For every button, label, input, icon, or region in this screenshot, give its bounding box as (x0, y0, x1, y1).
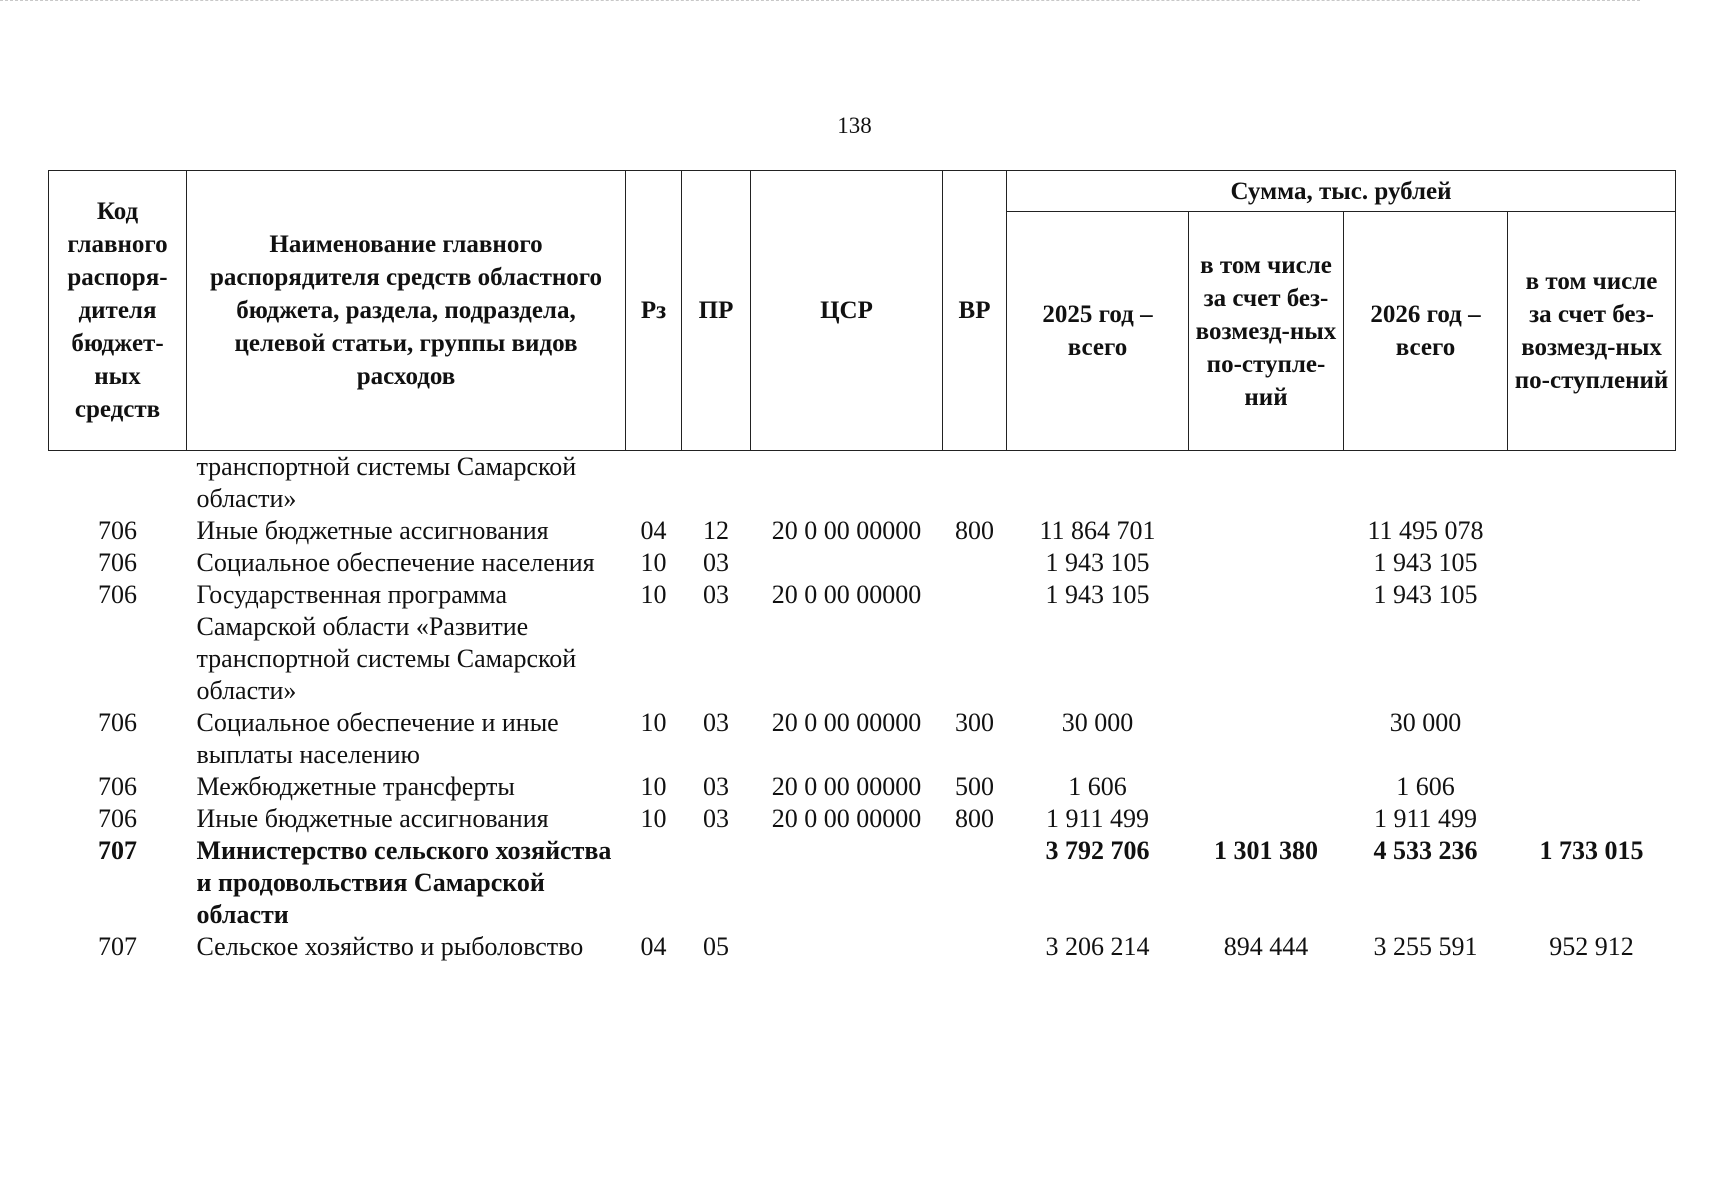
header-code: Код главного распоря-дителя бюджет-ных средств (49, 171, 187, 451)
cell-name: Иные бюджетные ассигнования (196, 516, 549, 545)
header-vr: ВР (943, 171, 1007, 451)
header-rz: Рз (626, 171, 682, 451)
cell-sum-2026: 1 911 499 (1373, 804, 1478, 833)
cell-csr (751, 451, 943, 516)
cell-name: Сельское хозяйство и рыболовство (196, 932, 584, 961)
budget-table (48, 170, 1676, 963)
cell-name: Социальное обеспечение и иные выплаты населению (196, 708, 559, 769)
cell-name: Государственная программа Самарской области «Развитие транспортной системы Самарской области» (196, 580, 577, 705)
cell-pr: 03 (703, 580, 729, 609)
cell-vr: 300 (955, 708, 994, 737)
cell-code: 706 (98, 580, 137, 609)
cell-sum-2026: 11 495 078 (1367, 516, 1484, 545)
table-row (49, 579, 1676, 707)
cell-gratuitous-2026 (1508, 515, 1676, 547)
cell-name: Министерство сельского хозяйства и продовольствия Самарской области (196, 836, 612, 929)
cell-name: Межбюджетные трансферты (196, 772, 515, 801)
cell-vr (943, 547, 1007, 579)
cell-code: 706 (98, 516, 137, 545)
cell-rz: 04 (640, 516, 667, 545)
scan-artifact-line (0, 0, 1640, 2)
cell-gratuitous-2026 (1508, 771, 1676, 803)
cell-gratuitous-2026 (1508, 547, 1676, 579)
table-row (49, 707, 1676, 771)
cell-sum-2025: 1 943 105 (1045, 580, 1150, 609)
cell-gratuitous-2025 (1189, 803, 1344, 835)
cell-vr (943, 835, 1007, 931)
cell-gratuitous-2025 (1189, 515, 1344, 547)
cell-sum-2026 (1344, 451, 1508, 516)
cell-csr: 20 0 00 00000 (771, 516, 922, 545)
cell-gratuitous-2026: 1 733 015 (1539, 836, 1644, 865)
cell-gratuitous-2025 (1189, 547, 1344, 579)
table-row (49, 835, 1676, 931)
cell-csr: 20 0 00 00000 (771, 708, 922, 737)
header-pr: ПР (682, 171, 751, 451)
cell-code: 706 (98, 804, 137, 833)
table-row (49, 451, 1676, 516)
cell-vr (943, 931, 1007, 963)
cell-rz (626, 835, 682, 931)
cell-gratuitous-2025 (1189, 707, 1344, 771)
cell-vr: 800 (955, 516, 994, 545)
cell-vr: 500 (955, 772, 994, 801)
cell-gratuitous-2026 (1508, 579, 1676, 707)
cell-sum-2025: 3 792 706 (1045, 836, 1150, 865)
table-row (49, 771, 1676, 803)
cell-sum-2025: 30 000 (1061, 708, 1134, 737)
cell-rz: 10 (640, 772, 667, 801)
page-number: 138 (837, 113, 872, 138)
cell-sum-2026: 4 533 236 (1373, 836, 1478, 865)
cell-pr: 05 (703, 932, 729, 961)
cell-sum-2026: 30 000 (1389, 708, 1462, 737)
header-sum-2026: 2026 год – всего (1344, 212, 1508, 451)
header-amount-group: Сумма, тыс. рублей (1007, 171, 1676, 212)
header-gratuitous-2025: в том числе за счет без-возмезд-ных по-ступле-ний (1189, 212, 1344, 451)
table-row (49, 931, 1676, 963)
cell-rz: 10 (640, 804, 667, 833)
cell-sum-2026: 1 606 (1396, 772, 1455, 801)
cell-pr (682, 451, 751, 516)
cell-sum-2025: 1 943 105 (1045, 548, 1150, 577)
cell-code: 707 (98, 932, 137, 961)
header-csr: ЦСР (751, 171, 943, 451)
cell-sum-2026: 1 943 105 (1373, 580, 1478, 609)
cell-gratuitous-2025 (1189, 771, 1344, 803)
cell-gratuitous-2025: 1 301 380 (1214, 836, 1318, 865)
cell-name: Социальное обеспечение населения (196, 548, 595, 577)
cell-rz (626, 451, 682, 516)
cell-sum-2025 (1007, 451, 1189, 516)
cell-name: транспортной системы Самарской области» (196, 452, 577, 513)
cell-code: 706 (98, 708, 137, 737)
cell-pr: 03 (703, 708, 729, 737)
cell-code (49, 451, 187, 516)
cell-sum-2026: 3 255 591 (1373, 932, 1478, 961)
cell-sum-2025: 11 864 701 (1039, 516, 1156, 545)
cell-csr: 20 0 00 00000 (771, 580, 922, 609)
cell-sum-2025: 1 911 499 (1045, 804, 1150, 833)
cell-csr (751, 931, 943, 963)
cell-csr (751, 547, 943, 579)
cell-gratuitous-2025 (1189, 451, 1344, 516)
table-row (49, 547, 1676, 579)
cell-name: Иные бюджетные ассигнования (196, 804, 549, 833)
cell-gratuitous-2025 (1189, 579, 1344, 707)
header-sum-2025: 2025 год – всего (1007, 212, 1189, 451)
cell-gratuitous-2025: 894 444 (1223, 932, 1309, 961)
cell-rz: 04 (640, 932, 667, 961)
cell-pr: 03 (703, 548, 729, 577)
table-body (49, 451, 1676, 964)
cell-gratuitous-2026 (1508, 451, 1676, 516)
cell-csr (751, 835, 943, 931)
cell-sum-2025: 1 606 (1068, 772, 1127, 801)
cell-sum-2025: 3 206 214 (1045, 932, 1150, 961)
header-gratuitous-2026: в том числе за счет без-возмезд-ных по-ступлений (1508, 212, 1676, 451)
cell-code: 707 (98, 836, 137, 865)
cell-gratuitous-2026 (1508, 803, 1676, 835)
cell-rz: 10 (640, 580, 667, 609)
cell-rz: 10 (640, 708, 667, 737)
cell-rz: 10 (640, 548, 667, 577)
cell-gratuitous-2026: 952 912 (1549, 932, 1634, 961)
header-name: Наименование главного распорядителя средств областного бюджета, раздела, подраздела, целевой статьи, группы видов расходов (187, 171, 626, 451)
table-row (49, 803, 1676, 835)
table-header (49, 171, 1676, 451)
table-row (49, 515, 1676, 547)
cell-gratuitous-2026 (1508, 707, 1676, 771)
cell-vr: 800 (955, 804, 994, 833)
cell-code: 706 (98, 548, 137, 577)
cell-pr: 03 (703, 804, 729, 833)
cell-code: 706 (98, 772, 137, 801)
cell-csr: 20 0 00 00000 (771, 804, 922, 833)
cell-pr: 12 (703, 516, 729, 545)
cell-sum-2026: 1 943 105 (1373, 548, 1478, 577)
cell-vr (943, 579, 1007, 707)
cell-vr (943, 451, 1007, 516)
cell-pr: 03 (703, 772, 729, 801)
cell-pr (682, 835, 751, 931)
cell-csr: 20 0 00 00000 (771, 772, 922, 801)
